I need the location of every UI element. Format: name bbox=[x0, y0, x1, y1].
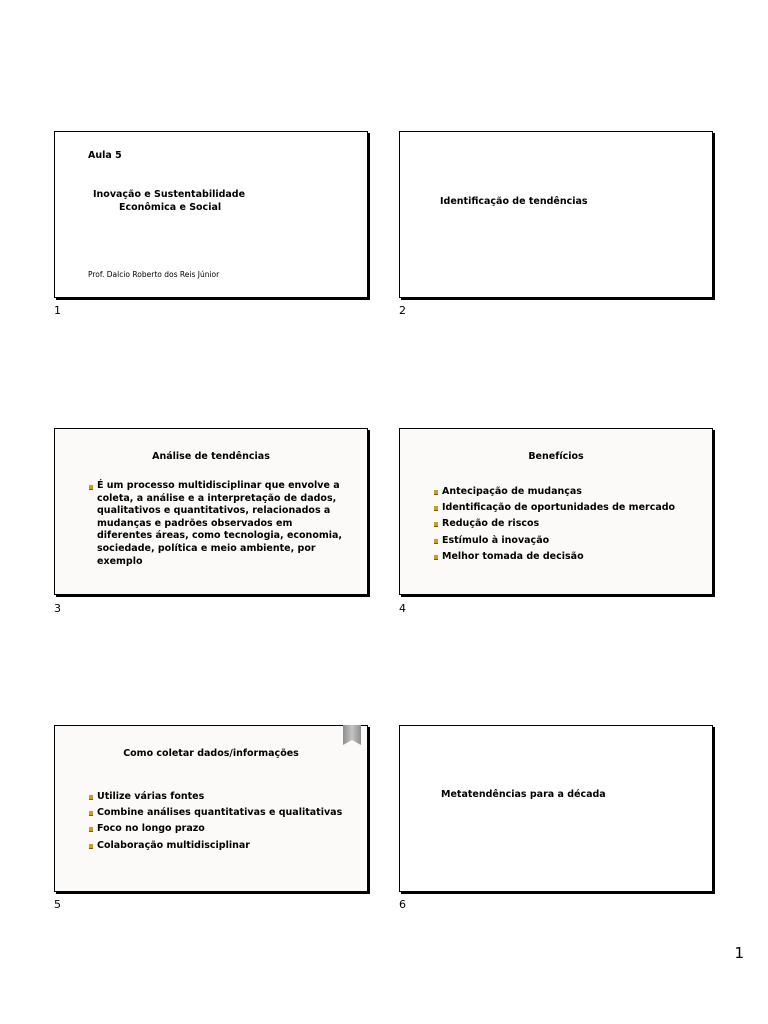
list-item: Utilize várias fontes bbox=[89, 789, 342, 805]
bullet-icon bbox=[434, 490, 438, 495]
slide-2-title: Identificação de tendências bbox=[440, 196, 588, 207]
bullet-icon bbox=[89, 827, 93, 832]
bullet-icon bbox=[434, 539, 438, 544]
slide-6 bbox=[399, 725, 713, 892]
paragraph-line: diferentes áreas, como tecnologia, economia, bbox=[97, 530, 343, 542]
slide-2 bbox=[399, 131, 713, 298]
slide-6-title: Metatendências para a década bbox=[441, 789, 606, 800]
list-item: Identificação de oportunidades de mercado bbox=[434, 500, 675, 516]
slide-5 bbox=[54, 725, 368, 892]
slide-3-paragraph bbox=[97, 480, 342, 568]
paragraph-line: mudanças e padrões observados em bbox=[97, 517, 293, 529]
slide-4 bbox=[399, 428, 713, 595]
slide-4-number: 4 bbox=[399, 602, 406, 615]
slide-1 bbox=[54, 131, 368, 298]
list-item: Combine análises quantitativas e qualitativas bbox=[89, 805, 342, 821]
slide-3-title: Análise de tendências bbox=[152, 451, 270, 462]
slide-1-title-line1: Inovação e Sustentabilidade bbox=[93, 189, 246, 200]
list-item: Antecipação de mudanças bbox=[434, 484, 675, 500]
slide-5-bullet-list bbox=[89, 789, 342, 854]
paragraph-line: coleta, a análise e a interpretação de dados, bbox=[97, 492, 337, 504]
paragraph-line: qualitativos e quantitativos, relacionados a bbox=[97, 505, 331, 517]
list-item: Colaboração multidisciplinar bbox=[89, 838, 342, 854]
bullet-icon bbox=[89, 795, 93, 800]
slide-1-label: Aula 5 bbox=[88, 150, 122, 161]
bullet-icon bbox=[434, 555, 438, 560]
slide-2-number: 2 bbox=[399, 304, 406, 317]
slide-6-number: 6 bbox=[399, 898, 406, 911]
slide-1-author: Prof. Dalcio Roberto dos Reis Júnior bbox=[88, 270, 220, 279]
slide-5-title: Como coletar dados/informações bbox=[123, 748, 299, 759]
slide-1-title-line2: Econômica e Social bbox=[119, 202, 222, 213]
slide-3-number: 3 bbox=[54, 602, 61, 615]
slide-4-title: Benefícios bbox=[528, 451, 584, 462]
bookmark-ribbon-icon bbox=[343, 725, 361, 745]
slide-3 bbox=[54, 428, 368, 595]
list-item: Melhor tomada de decisão bbox=[434, 549, 675, 565]
list-item: Estímulo à inovação bbox=[434, 533, 675, 549]
bullet-icon bbox=[89, 811, 93, 816]
bullet-icon bbox=[89, 485, 93, 490]
page-number: 1 bbox=[734, 944, 744, 962]
bullet-icon bbox=[89, 844, 93, 849]
paragraph-line: É um processo multidisciplinar que envolve a bbox=[97, 480, 340, 491]
slide-1-number: 1 bbox=[54, 304, 61, 317]
slide-5-number: 5 bbox=[54, 898, 61, 911]
slide-4-bullet-list bbox=[434, 484, 675, 565]
paragraph-line: sociedade, política e meio ambiente, por bbox=[97, 542, 316, 554]
paragraph-line: exemplo bbox=[97, 555, 143, 567]
bullet-icon bbox=[434, 506, 438, 511]
list-item: Redução de riscos bbox=[434, 516, 675, 532]
list-item: Foco no longo prazo bbox=[89, 821, 342, 837]
bullet-icon bbox=[434, 522, 438, 527]
